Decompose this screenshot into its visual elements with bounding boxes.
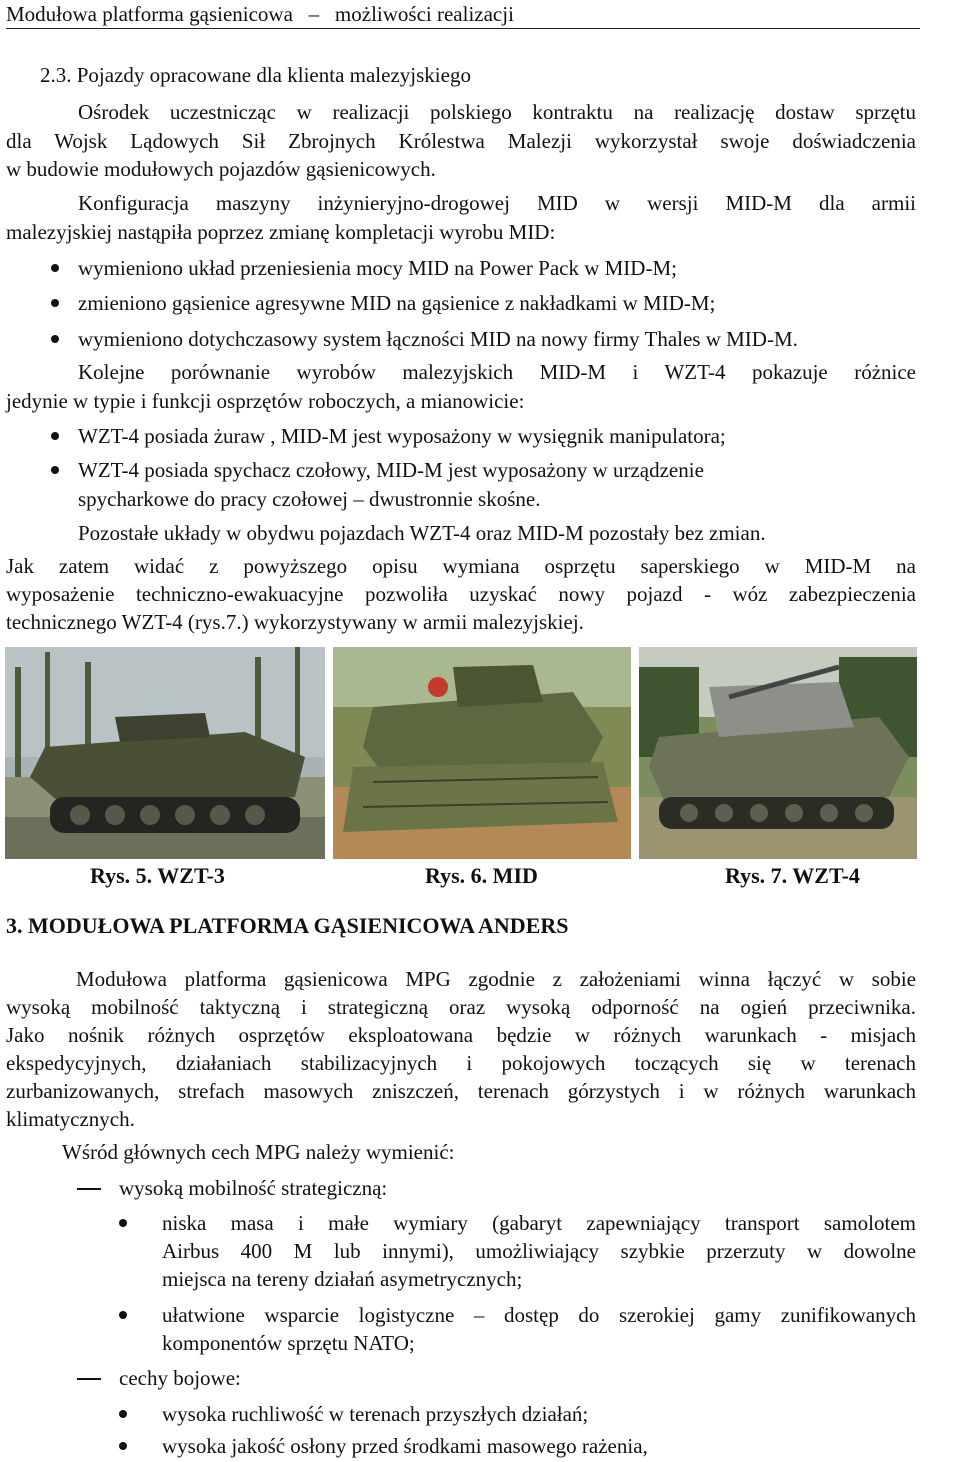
list-item: niska masa i małe wymiary (gabaryt zapewniający transport samolotem <box>162 1211 916 1235</box>
paragraph-line: Jako nośnik różnych osprzętów eksploatowana będzie w różnych warunkach - misjach <box>6 1023 916 1047</box>
paragraph-line: wysoką mobilność taktyczną i strategiczną oraz wysoką odporność na ogień przeciwnika. <box>6 995 916 1019</box>
paragraph-line: zurbanizowanych, strefach masowych zniszczeń, terenach górzystych i w różnych warunkach <box>6 1079 916 1103</box>
list-item: wysoka jakość osłony przed środkami masowego rażenia, <box>162 1434 648 1458</box>
paragraph-line: w budowie modułowych pojazdów gąsienicowych. <box>6 157 436 181</box>
list-item-continuation: Airbus 400 M lub innymi), umożliwiający szybkie przerzuty w dowolne <box>162 1239 916 1263</box>
list-item: wymieniono dotychczasowy system łączności MID na nowy firmy Thales w MID-M. <box>78 327 798 351</box>
bullet-icon <box>51 264 59 272</box>
bullet-icon <box>119 1442 127 1450</box>
list-item: wymieniono układ przeniesienia mocy MID na Power Pack w MID-M; <box>78 256 677 280</box>
bullet-icon <box>51 432 59 440</box>
list-item: WZT-4 posiada spychacz czołowy, MID-M jest wyposażony w urządzenie <box>78 458 704 482</box>
bullet-icon <box>119 1219 127 1227</box>
figure-caption: Rys. 6. MID <box>425 863 538 888</box>
dash-bullet-icon <box>77 1188 101 1190</box>
list-item-continuation: spycharkowe do pracy czołowej – dwustronnie skośne. <box>78 487 541 511</box>
recovery-vehicle-with-crane-photo <box>639 647 917 859</box>
group-label: cechy bojowe: <box>119 1366 241 1390</box>
dash-bullet-icon <box>77 1378 101 1380</box>
paragraph-line: klimatycznych. <box>6 1107 135 1131</box>
paragraph-line: wyposażenie techniczno-ewakuacyjne pozwoliła uzyskać nowy pojazd - wóz zabezpieczenia <box>6 582 916 606</box>
paragraph-line: Jak zatem widać z powyższego opisu wymiana osprzętu saperskiego w MID-M na <box>6 554 916 578</box>
paragraph-line: Ośrodek uczestnicząc w realizacji polskiego kontraktu na realizację dostaw sprzętu <box>78 100 916 124</box>
paragraph-line: Pozostałe układy w obydwu pojazdach WZT-4 oraz MID-M pozostały bez zmian. <box>78 521 766 545</box>
list-item-continuation: komponentów sprzętu NATO; <box>162 1331 415 1355</box>
paragraph-line: Konfiguracja maszyny inżynieryjno-drogowej MID w wersji MID-M dla armii <box>78 191 916 215</box>
paragraph-line: Kolejne porównanie wyrobów malezyjskich MID-M i WZT-4 pokazuje różnice <box>78 360 916 384</box>
bullet-icon <box>119 1410 127 1418</box>
paragraph-line: malezyjskiej nastąpiła poprzez zmianę kompletacji wyrobu MID: <box>6 220 556 244</box>
list-item: zmieniono gąsienice agresywne MID na gąsienice z nakładkami w MID-M; <box>78 291 716 315</box>
list-item: wysoka ruchliwość w terenach przyszłych działań; <box>162 1402 589 1426</box>
bulldozer-tank-photo <box>333 647 631 859</box>
bullet-icon <box>119 1311 127 1319</box>
bullet-icon <box>51 335 59 343</box>
paragraph-line: jedynie w typie i funkcji osprzętów roboczych, a mianowicie: <box>6 389 525 413</box>
group-label: wysoką mobilność strategiczną: <box>119 1176 388 1200</box>
paragraph-line: technicznego WZT-4 (rys.7.) wykorzystywany w armii malezyjskiej. <box>6 610 584 634</box>
list-item: WZT-4 posiada żuraw , MID-M jest wyposażony w wysięgnik manipulatora; <box>78 424 726 448</box>
list-item: ułatwione wsparcie logistyczne – dostęp do szerokiej gamy zunifikowanych <box>162 1303 916 1327</box>
section-2-3-heading: 2.3. Pojazdy opracowane dla klienta malezyjskiego <box>40 63 471 87</box>
figure-caption: Rys. 7. WZT-4 <box>725 863 860 888</box>
armored-recovery-vehicle-photo <box>5 647 325 859</box>
section-3-heading: 3. MODUŁOWA PLATFORMA GĄSIENICOWA ANDERS <box>6 913 569 938</box>
figure-caption: Rys. 5. WZT-3 <box>90 863 225 888</box>
paragraph-line: Modułowa platforma gąsienicowa MPG zgodnie z założeniami winna łączyć w sobie <box>76 967 916 991</box>
paragraph-line: Wśród głównych cech MPG należy wymienić: <box>62 1140 455 1164</box>
paragraph-line: dla Wojsk Lądowych Sił Zbrojnych Królestwa Malezji wykorzystał swoje doświadczenia <box>6 129 916 153</box>
bullet-icon <box>51 466 59 474</box>
bullet-icon <box>51 299 59 307</box>
list-item-continuation: miejsca na tereny działań asymetrycznych; <box>162 1267 523 1291</box>
paragraph-line: ekspedycyjnych, działaniach stabilizacyjnych i pokojowych toczących się w terenach <box>6 1051 916 1075</box>
running-header: Modułowa platforma gąsienicowa – możliwości realizacji <box>6 2 920 29</box>
